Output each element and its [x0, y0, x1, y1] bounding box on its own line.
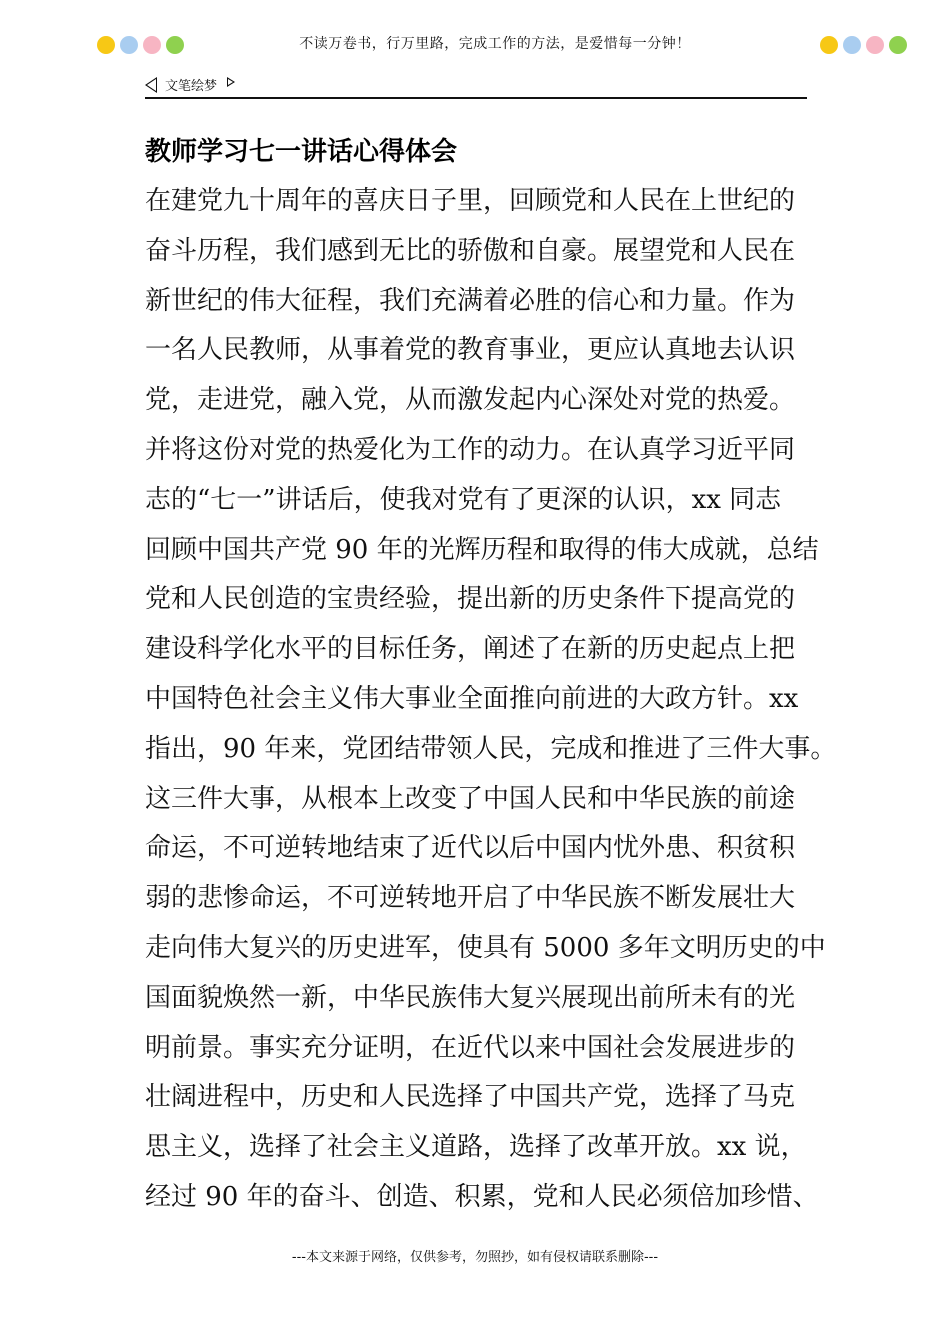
body-line: 一名人民教师，从事着党的教育事业，更应认真地去认识 [145, 335, 796, 366]
green-dot [889, 36, 907, 54]
body-line: 党，走进党，融入党，从而激发起内心深处对党的热爱。 [145, 385, 796, 416]
yellow-dot [97, 36, 115, 54]
body-line: 回顾中国共产党 90 年的光辉历程和取得的伟大成就，总结 [145, 534, 819, 565]
body-line: 明前景。事实充分证明，在近代以来中国社会发展进步的 [145, 1032, 796, 1063]
document-body [145, 177, 837, 1223]
body-line: 在建党九十周年的喜庆日子里，回顾党和人民在上世纪的 [145, 186, 796, 216]
brand-name: 文笔绘梦 [165, 79, 218, 94]
pink-dot [143, 36, 161, 54]
body-line: 壮阔进程中，历史和人民选择了中国共产党，选择了马克 [145, 1082, 796, 1113]
body-line: 党和人民创造的宝贵经验，提出新的历史条件下提高党的 [145, 584, 796, 615]
body-line: 走向伟大复兴的历史进军，使具有 5000 多年文明历史的中 [145, 932, 826, 963]
blue-dot [843, 36, 861, 54]
triangle-right-icon [227, 77, 235, 87]
body-line: 建设科学化水平的目标任务，阐述了在新的历史起点上把 [145, 634, 796, 665]
triangle-left-icon [145, 77, 157, 93]
body-line: 中国特色社会主义伟大事业全面推向前进的大政方针。xx [145, 683, 799, 714]
footer-disclaimer: ---本文来源于网络，仅供参考，勿照抄，如有侵权请联系删除--- [291, 1250, 659, 1265]
body-line: 奋斗历程，我们感到无比的骄傲和自豪。展望党和人民在 [145, 235, 796, 266]
document-title: 教师学习七一讲话心得体会 [145, 137, 458, 167]
pink-dot [866, 36, 884, 54]
green-dot [166, 36, 184, 54]
blue-dot [120, 36, 138, 54]
body-line: 并将这份对党的热爱化为工作的动力。在认真学习近平同 [145, 434, 796, 465]
body-line: 指出，90 年来，党团结带领人民，完成和推进了三件大事。 [145, 733, 837, 764]
body-line: 弱的悲惨命运，不可逆转地开启了中华民族不断发展壮大 [145, 883, 796, 914]
brand-bar [145, 75, 235, 94]
body-line: 这三件大事，从根本上改变了中国人民和中华民族的前途 [145, 783, 796, 814]
header-divider [145, 97, 807, 99]
header-motto: 不读万卷书，行万里路，完成工作的方法，是爱惜每一分钟！ [299, 36, 691, 52]
yellow-dot [820, 36, 838, 54]
body-line: 新世纪的伟大征程，我们充满着必胜的信心和力量。作为 [145, 285, 796, 316]
body-line: 思主义，选择了社会主义道路，选择了改革开放。xx 说， [145, 1132, 807, 1163]
decorative-dots-right [820, 36, 907, 54]
decorative-dots-left [97, 36, 184, 54]
body-line: 经过 90 年的奋斗、创造、积累，党和人民必须倍加珍惜、 [145, 1181, 819, 1212]
body-line: 志的“七一”讲话后，使我对党有了更深的认识，xx 同志 [145, 484, 782, 515]
body-line: 命运，不可逆转地结束了近代以后中国内忧外患、积贫积 [145, 833, 796, 864]
body-line: 国面貌焕然一新，中华民族伟大复兴展现出前所未有的光 [145, 982, 796, 1013]
